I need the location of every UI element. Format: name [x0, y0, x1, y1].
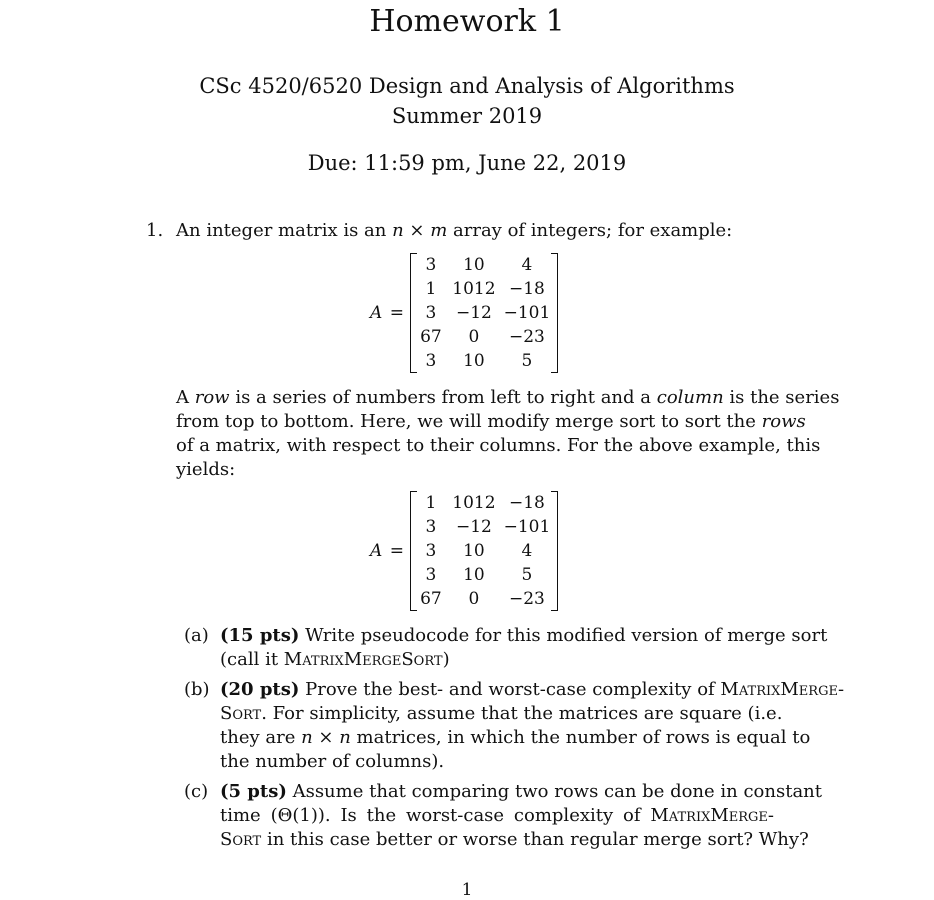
- question-number: 1.: [146, 220, 164, 241]
- matrix-cell: 3: [425, 255, 437, 275]
- matrix-label: A =: [370, 303, 404, 323]
- matrix-table: [416, 253, 552, 373]
- matrix-cell: 0: [468, 589, 480, 609]
- matrix-cell: −12: [455, 303, 492, 323]
- matrix-cell: 1: [425, 493, 437, 513]
- para-line: yields:: [176, 459, 236, 480]
- matrix-row: [416, 515, 552, 539]
- matrix-row: [416, 277, 552, 301]
- matrix-cell: −23: [508, 589, 545, 609]
- part-label: (a): [184, 625, 209, 646]
- matrix-cell: 5: [521, 351, 533, 371]
- matrix-row: [416, 349, 552, 373]
- matrix-cell: 10: [463, 541, 485, 561]
- matrix-cell: 1: [425, 279, 437, 299]
- matrix-cell: 67: [420, 327, 442, 347]
- intro-suffix: array of integers; for example:: [447, 220, 733, 241]
- matrix-cell: 3: [425, 351, 437, 371]
- matrix-bracket: [410, 491, 558, 611]
- page-number: 1: [461, 880, 473, 900]
- intro-math: n × m: [392, 220, 448, 241]
- course-name: CSc 4520/6520 Design and Analysis of Algorithms: [199, 74, 735, 98]
- matrix-cell: −12: [455, 517, 492, 537]
- part-label: (c): [184, 781, 209, 802]
- matrix-row: [416, 587, 552, 611]
- question-intro: [176, 220, 732, 241]
- matrix-cell: −23: [508, 327, 545, 347]
- matrix-cell: 4: [521, 541, 533, 561]
- matrix-cell: 67: [420, 589, 442, 609]
- part-a: (a) (15 pts) Write pseudocode for this modified version of merge sort (call it MatrixMergeSort): [184, 625, 828, 670]
- due-date: Due: 11:59 pm, June 22, 2019: [307, 151, 627, 175]
- part-c: (c) (5 pts) Assume that comparing two rows can be done in constant time (Θ(1)). Is the worst-case complexity of MatrixMerge- Sort in this case better or worse than regular merge sort? Why?: [184, 781, 823, 850]
- matrix-cell: 3: [425, 303, 437, 323]
- matrix-cell: −101: [503, 303, 551, 323]
- matrix-cell: −18: [508, 493, 545, 513]
- matrix-cell: 4: [521, 255, 533, 275]
- matrix-cell: 10: [463, 255, 485, 275]
- para-line: from top to bottom. Here, we will modify merge sort to sort the rows: [176, 411, 806, 432]
- matrix-cell: −101: [503, 517, 551, 537]
- matrix-cell: 1012: [452, 279, 496, 299]
- part-b: (b) (20 pts) Prove the best- and worst-case complexity of MatrixMerge- Sort. For simplicity, assume that the matrices are square (i.e. they are n × n matrices, in which the number of rows is equal to the number of columns).: [184, 679, 845, 772]
- matrix-cell: 10: [463, 565, 485, 585]
- matrix-cell: 0: [468, 327, 480, 347]
- matrix-cell: 10: [463, 351, 485, 371]
- part-label: (b): [184, 679, 210, 700]
- explanation-paragraph: [176, 386, 840, 482]
- matrix-cell: 3: [425, 517, 437, 537]
- matrix-example: [370, 253, 558, 373]
- matrix-sorted: [370, 491, 558, 611]
- para-line: of a matrix, with respect to their columns. For the above example, this: [176, 435, 821, 456]
- matrix-row: [416, 325, 552, 349]
- matrix-label: A =: [370, 541, 404, 561]
- para-line: A row is a series of numbers from left to right and a column is the series: [176, 387, 840, 408]
- matrix-row: [416, 563, 552, 587]
- intro-prefix: An integer matrix is an: [176, 220, 393, 241]
- matrix-cell: −18: [508, 279, 545, 299]
- term: Summer 2019: [391, 104, 543, 128]
- matrix-row: [416, 539, 552, 563]
- page-title: Homework 1: [369, 4, 565, 39]
- matrix-cell: 3: [425, 565, 437, 585]
- matrix-table: [416, 491, 552, 611]
- matrix-row: [416, 301, 552, 325]
- matrix-cell: 5: [521, 565, 533, 585]
- matrix-cell: 3: [425, 541, 437, 561]
- matrix-row: [416, 491, 552, 515]
- matrix-bracket: [410, 253, 558, 373]
- matrix-row: [416, 253, 552, 277]
- matrix-cell: 1012: [452, 493, 496, 513]
